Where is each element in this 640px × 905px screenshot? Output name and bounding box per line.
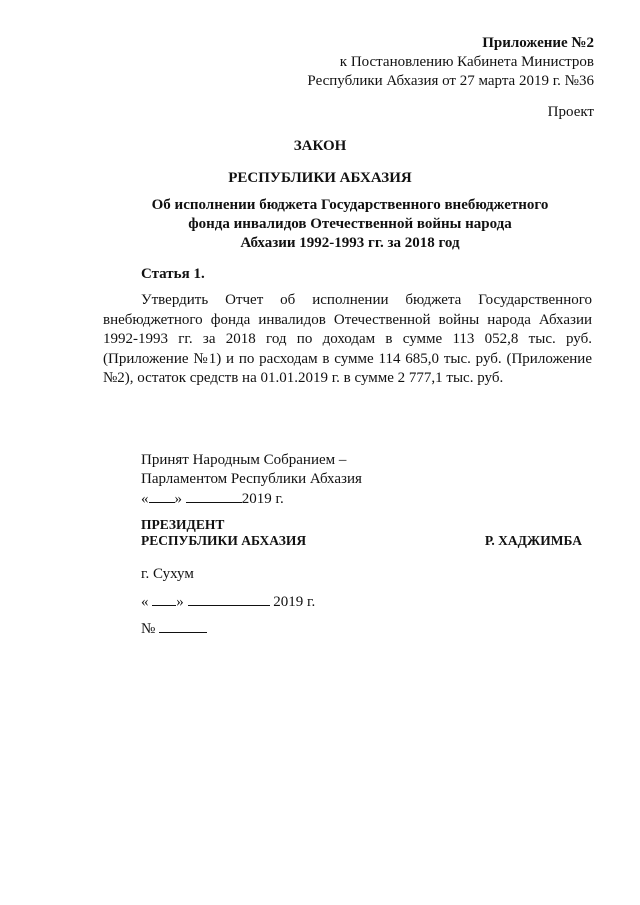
project-label: Проект <box>547 104 594 120</box>
appendix-decree: Республики Абхазия от 27 марта 2019 г. №36 <box>307 73 594 89</box>
month-blank <box>188 592 270 606</box>
sign-date: « » 2019 г. <box>141 594 316 610</box>
adoption-line: Принят Народным Собранием – <box>141 452 347 468</box>
adoption-block <box>141 451 362 509</box>
adoption-date: « » 2019 г. <box>141 491 284 507</box>
city: г. Сухум <box>141 566 194 582</box>
number-blank <box>159 619 207 633</box>
adoption-line: Парламентом Республики Абхазия <box>141 471 362 487</box>
article-text: Утвердить Отчет об исполнении бюджета Государственного внебюджетного фонда инвалидов Отечественной войны народа Абхазии 1992-1993 гг. за 2018 год по доходам в сумме 113 052,8 тыс. руб. (Приложение №1) и по расходам в сумме 114 685,0 тыс. руб. (Приложение №2), остаток средств на 01.01.2019 г. в сумме 2 777,1 тыс. руб. <box>103 292 592 386</box>
law-subject <box>110 196 590 253</box>
president-name: Р. ХАДЖИМБА <box>484 533 582 548</box>
month-blank <box>186 489 242 503</box>
appendix-reference: к Постановлению Кабинета Министров <box>339 54 594 70</box>
law-subject-line: Об исполнении бюджета Государственного внебюджетного <box>151 197 549 213</box>
law-republic: РЕСПУБЛИКИ АБХАЗИЯ <box>228 170 412 186</box>
day-blank <box>149 489 175 503</box>
president-title: ПРЕЗИДЕНТ РЕСПУБЛИКИ АБХАЗИЯ <box>141 517 307 548</box>
appendix-header <box>307 34 594 91</box>
article-heading: Статья 1. <box>141 266 205 282</box>
law-subject-line: фонда инвалидов Отечественной войны народа <box>188 216 512 232</box>
appendix-number: Приложение №2 <box>482 35 594 51</box>
article-body <box>103 291 592 389</box>
day-blank <box>152 592 176 606</box>
law-title: ЗАКОН <box>293 138 347 154</box>
document-number: № <box>141 619 207 638</box>
law-subject-line: Абхазии 1992-1993 гг. за 2018 год <box>240 235 460 251</box>
